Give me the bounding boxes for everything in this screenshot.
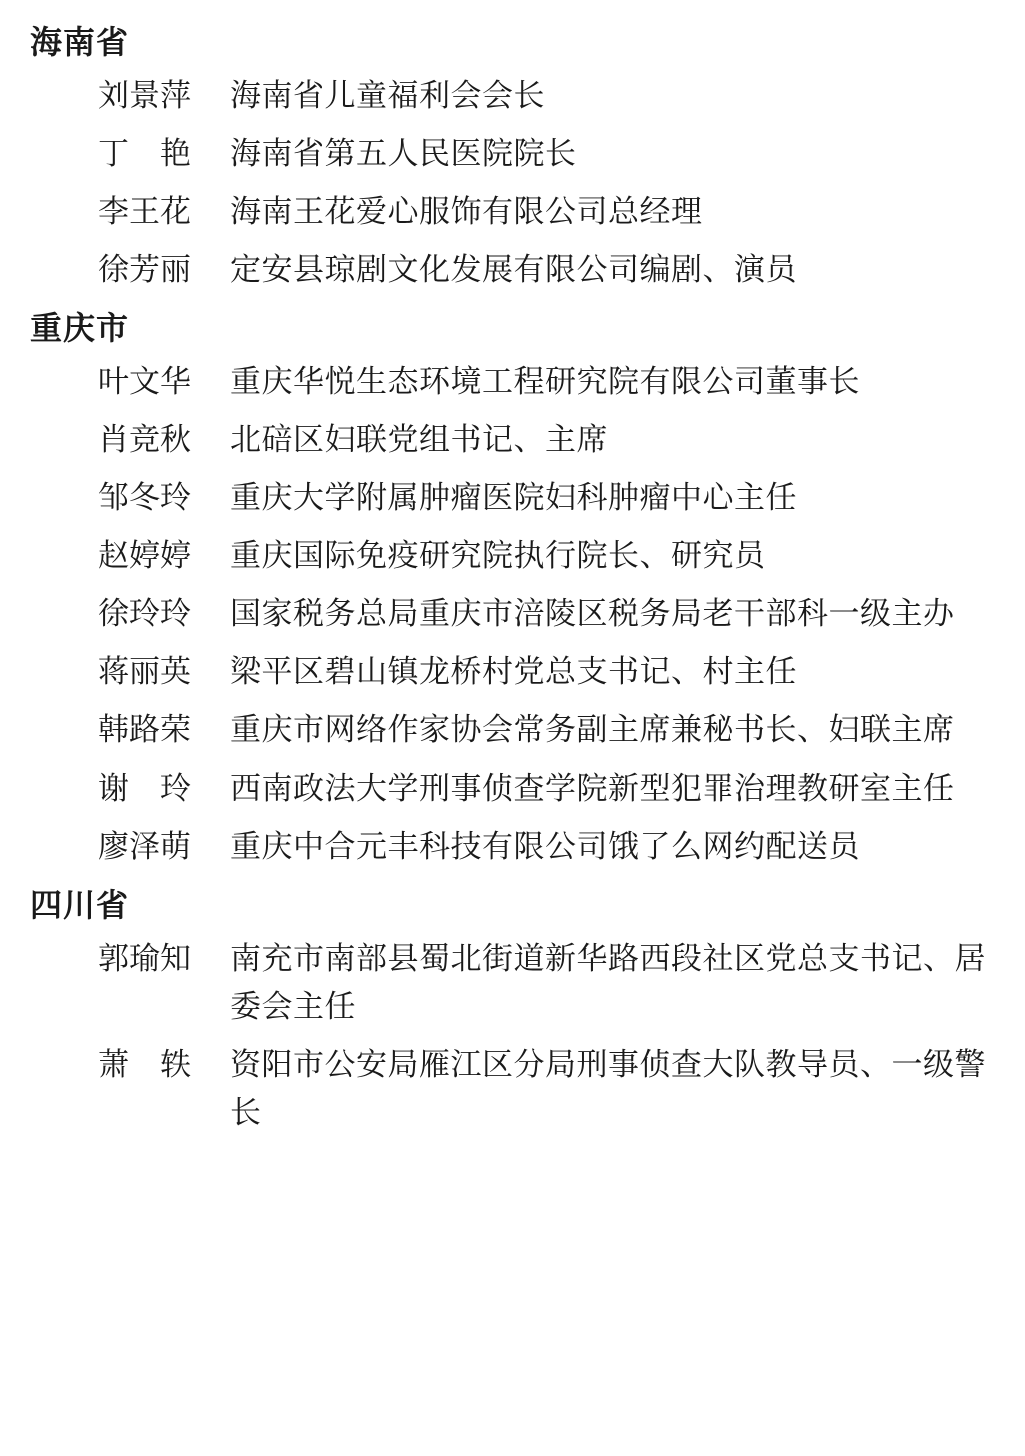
person-name: 李王花 bbox=[98, 194, 191, 230]
person-title: 重庆国际免疫研究院执行院长、研究员 bbox=[230, 538, 766, 574]
person-name: 廖泽萌 bbox=[98, 828, 191, 864]
person-title: 海南王花爱心服饰有限公司总经理 bbox=[230, 194, 703, 230]
person-name: 蒋丽英 bbox=[98, 654, 191, 690]
list-item bbox=[30, 935, 995, 1031]
person-name: 徐玲玲 bbox=[98, 596, 191, 632]
list-item bbox=[30, 130, 995, 178]
person-name: 丁 艳 bbox=[98, 136, 191, 172]
list-item bbox=[30, 823, 995, 871]
province-heading: 重庆市 bbox=[30, 310, 130, 347]
person-name: 萧 轶 bbox=[98, 1046, 191, 1082]
person-name: 韩路荣 bbox=[98, 712, 191, 748]
person-name: 邹冬玲 bbox=[98, 480, 191, 516]
person-title: 重庆中合元丰科技有限公司饿了么网约配送员 bbox=[230, 828, 860, 864]
person-name: 肖竞秋 bbox=[98, 422, 191, 458]
list-item bbox=[30, 474, 995, 522]
person-title: 海南省儿童福利会会长 bbox=[230, 78, 545, 113]
person-title: 重庆华悦生态环境工程研究院有限公司董事长 bbox=[230, 364, 860, 400]
list-item bbox=[30, 358, 995, 406]
person-title: 北碚区妇联党组书记、主席 bbox=[230, 422, 608, 458]
person-title: 海南省第五人民医院院长 bbox=[230, 136, 577, 172]
person-title: 南充市南部县蜀北街道新华路西段社区党总支书记、居委会主任 bbox=[230, 940, 986, 1024]
list-item bbox=[30, 765, 995, 813]
person-name: 刘景萍 bbox=[98, 78, 191, 113]
person-name: 谢 玲 bbox=[98, 770, 191, 806]
list-item bbox=[30, 648, 995, 696]
award-list bbox=[30, 18, 995, 1137]
person-title: 梁平区碧山镇龙桥村党总支书记、村主任 bbox=[230, 654, 797, 690]
list-item bbox=[30, 590, 995, 638]
person-name: 徐芳丽 bbox=[98, 252, 191, 288]
person-title: 定安县琼剧文化发展有限公司编剧、演员 bbox=[230, 252, 797, 288]
person-name: 郭瑜知 bbox=[98, 940, 191, 976]
province-heading: 四川省 bbox=[30, 886, 130, 923]
person-title: 西南政法大学刑事侦查学院新型犯罪治理教研室主任 bbox=[230, 770, 955, 806]
list-item bbox=[30, 1041, 995, 1137]
list-item bbox=[30, 246, 995, 294]
list-item bbox=[30, 532, 995, 580]
person-title: 资阳市公安局雁江区分局刑事侦查大队教导员、一级警长 bbox=[230, 1046, 986, 1130]
person-name: 叶文华 bbox=[98, 364, 191, 400]
person-title: 国家税务总局重庆市涪陵区税务局老干部科一级主办 bbox=[230, 596, 955, 632]
list-item bbox=[30, 706, 995, 754]
list-item bbox=[30, 416, 995, 464]
list-item bbox=[30, 72, 995, 120]
person-name: 赵婷婷 bbox=[98, 538, 191, 574]
list-item bbox=[30, 188, 995, 236]
province-heading: 海南省 bbox=[30, 24, 130, 60]
person-title: 重庆大学附属肿瘤医院妇科肿瘤中心主任 bbox=[230, 480, 797, 516]
person-title: 重庆市网络作家协会常务副主席兼秘书长、妇联主席 bbox=[230, 712, 955, 748]
